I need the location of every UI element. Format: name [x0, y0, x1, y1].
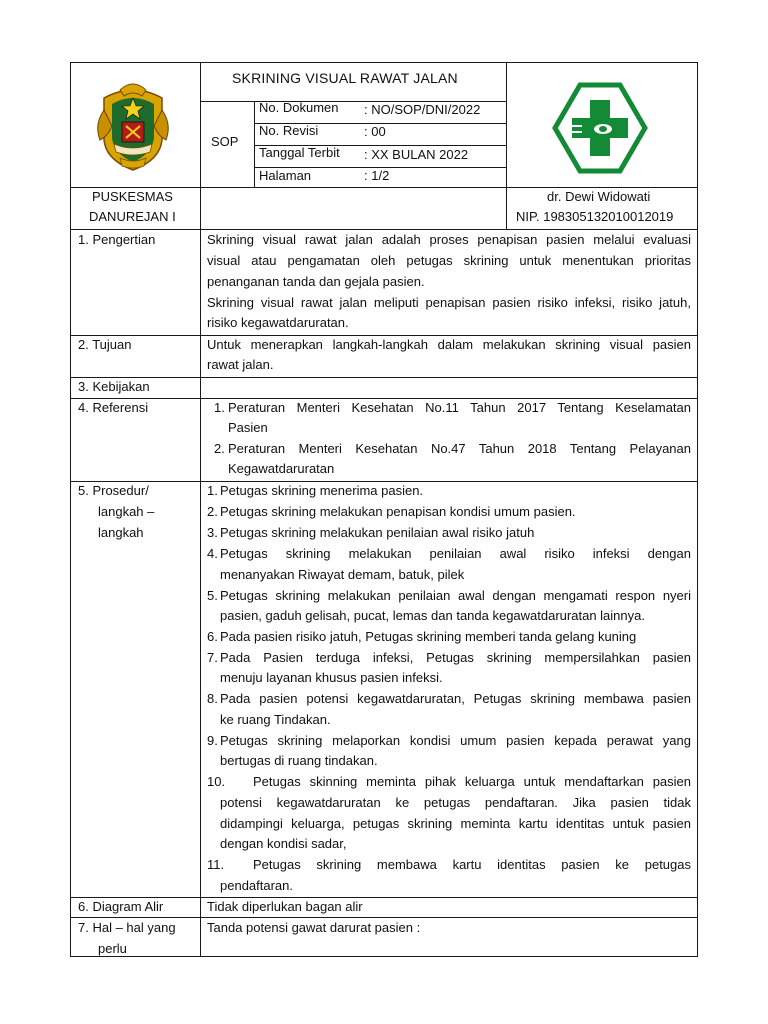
step-9-line-1: Petugas skrining melaporkan kondisi umum pasien kepada perawat yang — [220, 733, 691, 748]
page-title: SKRINING VISUAL RAWAT JALAN — [232, 70, 458, 86]
hal-perlu-text: Tanda potensi gawat darurat pasien : — [207, 920, 421, 935]
section-label-pengertian: 1. Pengertian — [78, 232, 156, 247]
step-num-10: 10. — [207, 774, 226, 789]
referensi-1-line-1: Peraturan Menteri Kesehatan No.11 Tahun 2017 Tentang Keselamatan — [228, 400, 691, 415]
step-4-line-1: Petugas skrining melakukan penilaian awal risiko infeksi dengan — [220, 546, 691, 561]
meta-value-issue-date: : XX BULAN 2022 — [364, 147, 469, 162]
section-label-hal-perlu-2: perlu — [98, 941, 127, 956]
step-8-line-1: Pada pasien potensi kegawatdaruratan, Petugas skrining membawa pasien — [220, 691, 691, 706]
meta-value-revision: : 00 — [364, 124, 386, 139]
step-11-line-1: Petugas skrining membawa kartu identitas pasien ke petugas — [253, 857, 691, 872]
step-num-9: 9. — [207, 733, 218, 748]
step-9-line-2: bertugas di ruang tindakan. — [220, 753, 378, 768]
tujuan-line-2: rawat jalan. — [207, 357, 274, 372]
pengertian-line-1: Skrining visual rawat jalan adalah proses penapisan pasien melalui evaluasi — [207, 232, 691, 247]
col-line-3-upper — [506, 62, 507, 187]
step-num-6: 6. — [207, 629, 218, 644]
coat-of-arms-logo — [90, 80, 176, 174]
row-line-s5 — [70, 897, 698, 898]
step-2-line-1: Petugas skrining melakukan penapisan kondisi umum pasien. — [220, 504, 576, 519]
col-line-3-lower — [506, 187, 507, 229]
meta-label-issue-date: Tanggal Terbit — [259, 145, 340, 160]
section-label-prosedur-3: langkah — [98, 525, 144, 540]
step-10-line-1: Petugas skinning meminta pihak keluarga untuk mendaftarkan pasien — [253, 774, 691, 789]
section-label-prosedur-2: langkah – — [98, 504, 155, 519]
step-num-5: 5. — [207, 588, 218, 603]
step-num-1: 1. — [207, 483, 218, 498]
col-line-meta — [254, 101, 255, 187]
step-7-line-1: Pada Pasien terduga infeksi, Petugas skrining mempersilahkan pasien — [220, 650, 691, 665]
meta-value-doc-number: : NO/SOP/DNI/2022 — [364, 102, 481, 117]
diagram-alir-text: Tidak diperlukan bagan alir — [207, 899, 363, 914]
step-6-line-1: Pada pasien risiko jatuh, Petugas skrining memberi tanda gelang kuning — [220, 629, 637, 644]
table-border-bottom — [70, 956, 698, 957]
step-7-line-2: menuju layanan khusus pasien infeksi. — [220, 670, 443, 685]
sop-label: SOP — [211, 134, 239, 149]
section-label-prosedur-1: 5. Prosedur/ — [78, 483, 149, 498]
signer-name: dr. Dewi Widowati — [547, 189, 651, 204]
step-1-line-1: Petugas skrining menerima pasien. — [220, 483, 424, 498]
section-label-referensi: 4. Referensi — [78, 400, 149, 415]
col-line-1 — [200, 62, 201, 957]
org-name-line2: DANUREJAN I — [89, 209, 176, 224]
signer-nip: NIP. 198305132010012019 — [516, 209, 674, 224]
step-10-line-2: potensi kegawatdaruratan ke petugas pendaftaran. Jika pasien tidak — [220, 795, 691, 810]
meta-value-page: : 1/2 — [364, 168, 390, 183]
referensi-2-line-1: Peraturan Menteri Kesehatan No.47 Tahun 2018 Tentang Pelayanan — [228, 441, 691, 456]
puskesmas-logo — [552, 82, 648, 174]
step-num-3: 3. — [207, 525, 218, 540]
referensi-2-line-2: Kegawatdaruratan — [228, 461, 335, 476]
pengertian-line-3: penanganan tanda dan gejala pasien. — [207, 274, 425, 289]
tujuan-line-1: Untuk menerapkan langkah-langkah dalam melakukan skrining visual pasien — [207, 337, 691, 352]
referensi-1-line-2: Pasien — [228, 420, 268, 435]
section-label-kebijakan: 3. Kebijakan — [78, 379, 150, 394]
step-num-11: 11. — [207, 857, 225, 872]
table-border-right — [697, 62, 698, 957]
step-num-7: 7. — [207, 650, 218, 665]
step-3-line-1: Petugas skrining melakukan penilaian awal risiko jatuh — [220, 525, 535, 540]
step-11-line-2: pendaftaran. — [220, 878, 294, 893]
step-num-2: 2. — [207, 504, 218, 519]
meta-label-revision: No. Revisi — [259, 123, 319, 138]
section-label-hal-perlu-1: 7. Hal – hal yang — [78, 920, 176, 935]
pengertian-line-2: visual atau pengamatan oleh petugas skrining untuk menentukan prioritas — [207, 253, 691, 268]
step-num-4: 4. — [207, 546, 218, 561]
step-4-line-2: menanyakan Riwayat demam, batuk, pilek — [220, 567, 465, 582]
pengertian-line-4: Skrining visual rawat jalan meliputi penapisan pasien risiko infeksi, risiko jatuh, — [207, 295, 691, 310]
section-label-tujuan: 2. Tujuan — [78, 337, 132, 352]
step-10-line-3: didampingi keluarga, petugas skrining meminta kartu identitas untuk pasien — [220, 816, 691, 831]
row-line-s2 — [70, 377, 698, 378]
step-num-8: 8. — [207, 691, 218, 706]
referensi-num-2: 2. — [214, 441, 225, 456]
step-5-line-1: Petugas skrining melakukan penilaian awal dengan mengamati respon nyeri — [220, 588, 691, 603]
pengertian-line-5: risiko kegawatdaruratan. — [207, 315, 349, 330]
meta-label-doc-number: No. Dokumen — [259, 100, 339, 115]
step-8-line-2: ke ruang Tindakan. — [220, 712, 331, 727]
table-border-top — [70, 62, 698, 63]
org-name-line1: PUSKESMAS — [92, 189, 173, 204]
referensi-num-1: 1. — [214, 400, 225, 415]
table-border-left — [70, 62, 71, 957]
meta-label-page: Halaman — [259, 168, 312, 183]
step-10-line-4: dengan kondisi sadar, — [220, 836, 347, 851]
step-5-line-2: pasien, gaduh gelisah, pucat, lemas dan tanda kegawatdaruratan lainnya. — [220, 608, 645, 623]
section-label-diagram-alir: 6. Diagram Alir — [78, 899, 164, 914]
